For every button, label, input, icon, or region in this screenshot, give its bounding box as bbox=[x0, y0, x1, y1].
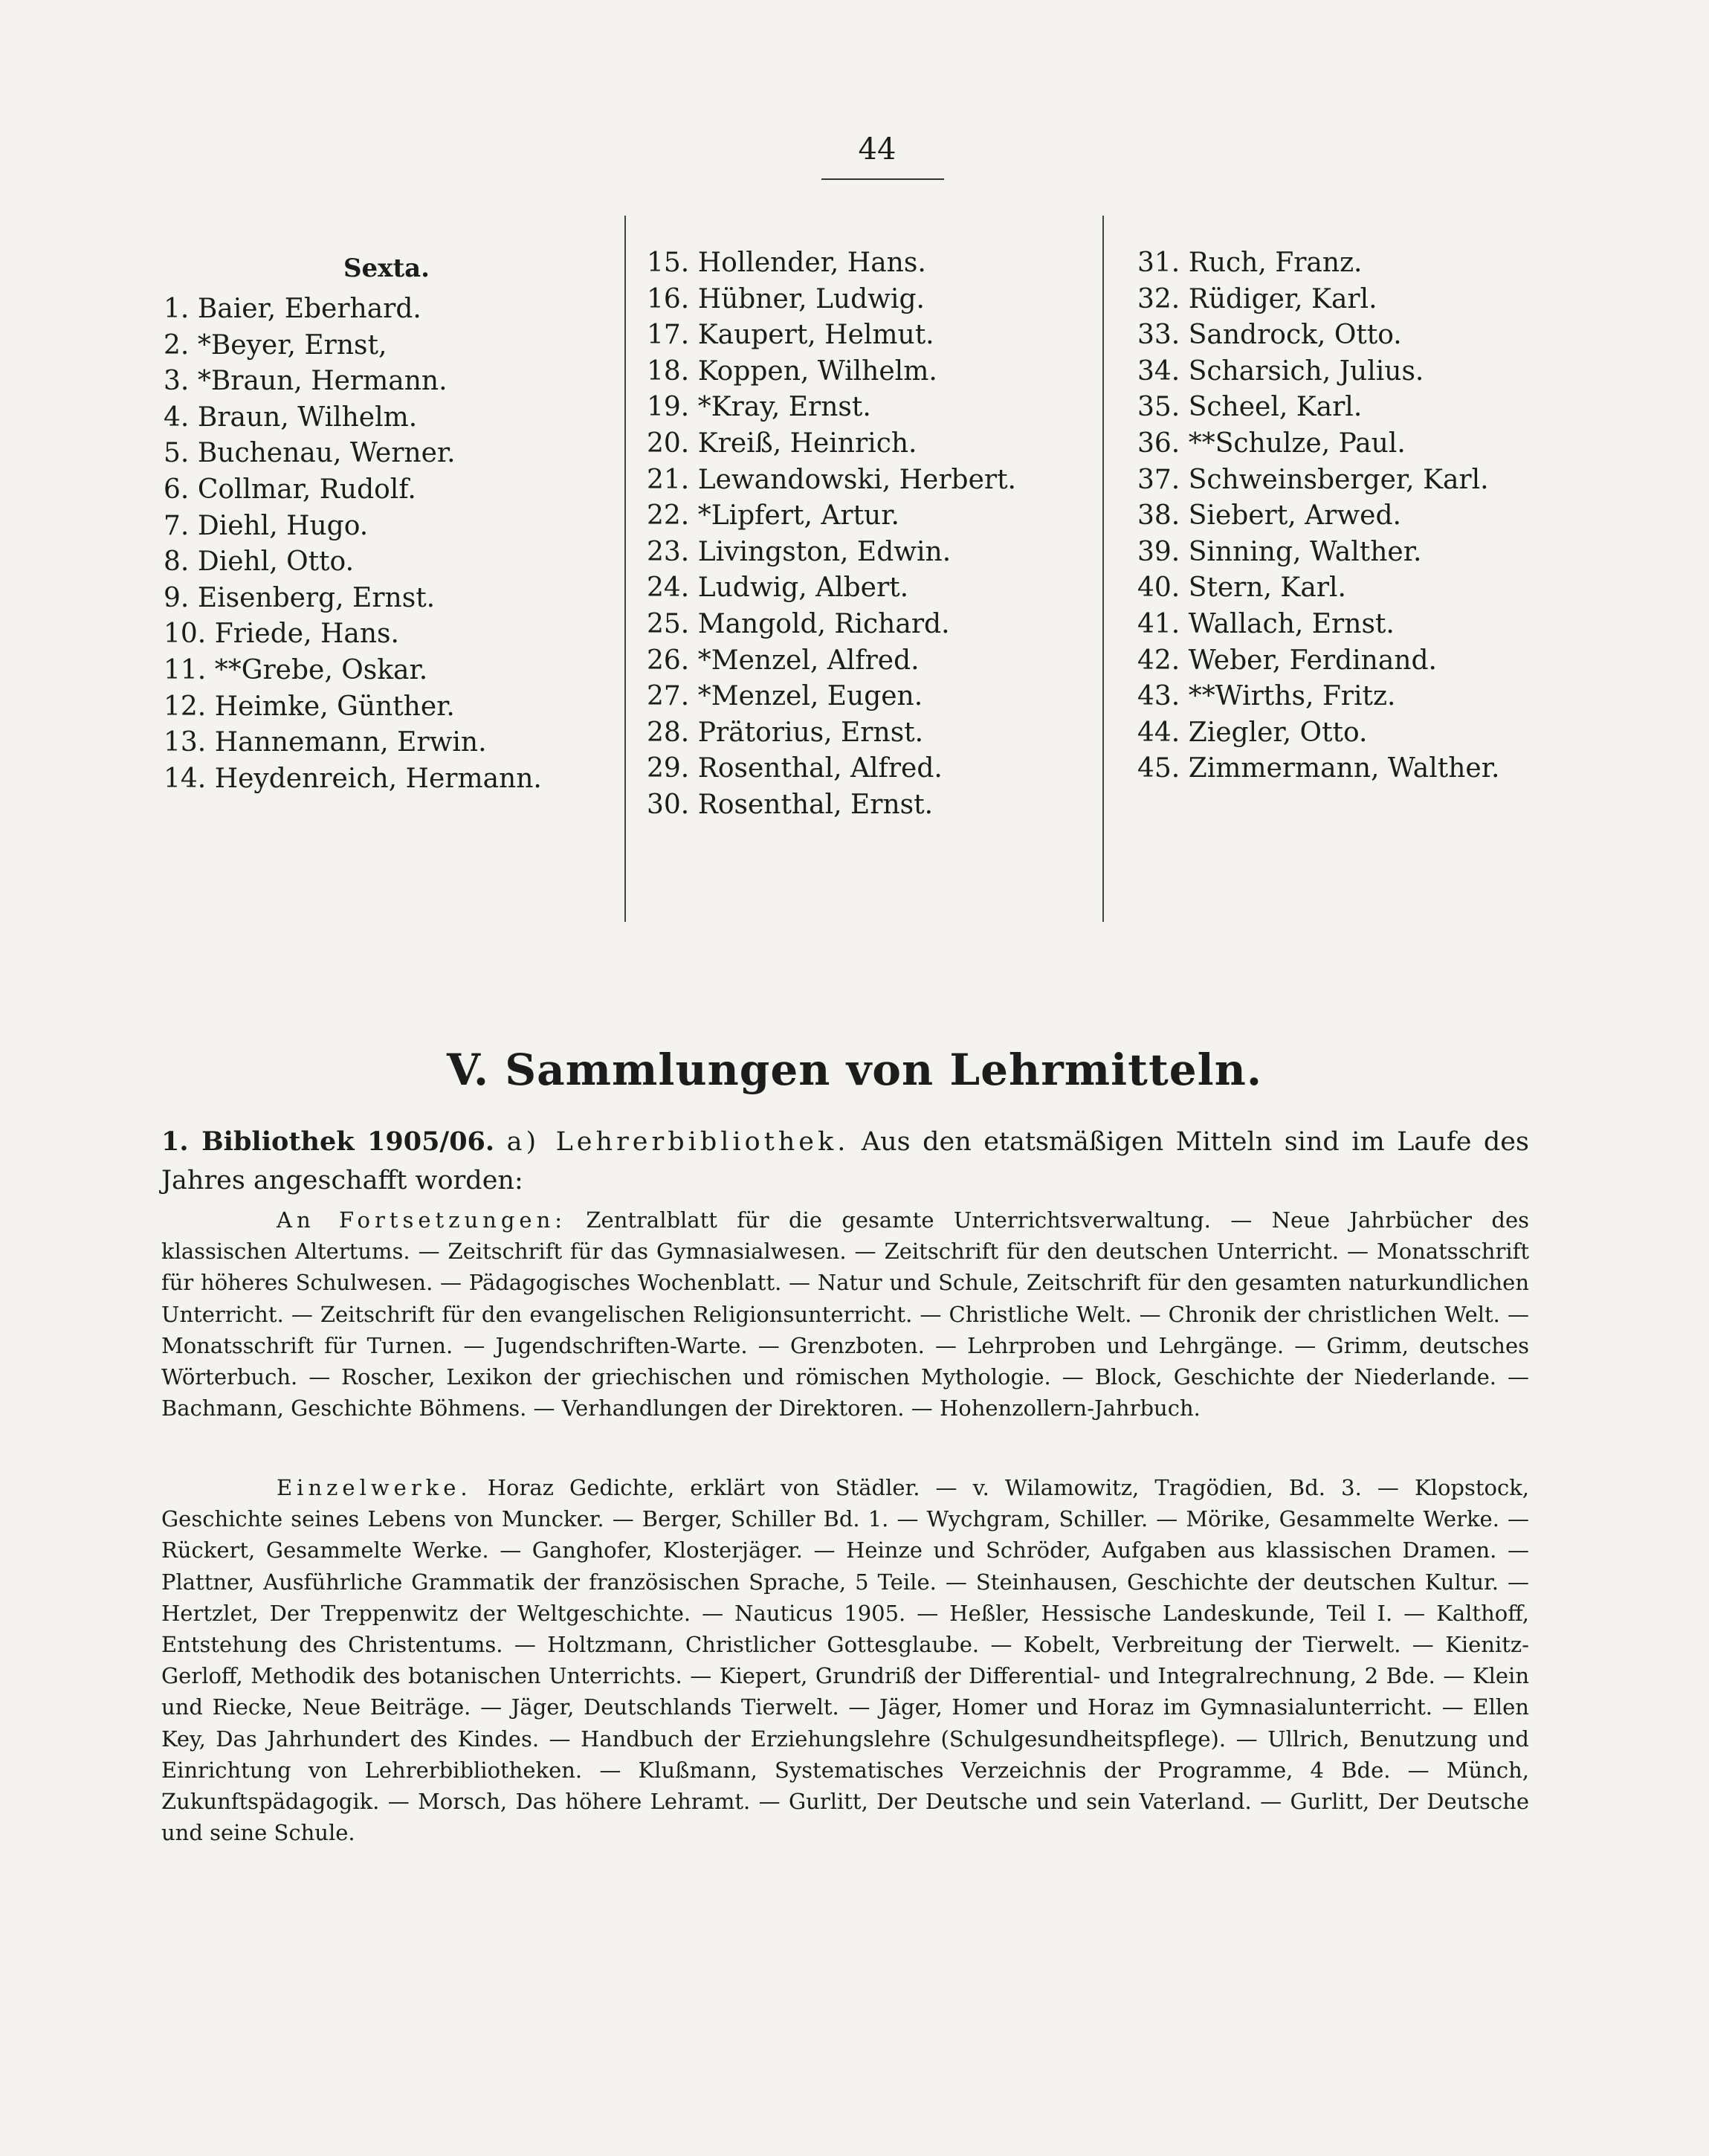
class-list-column-3 bbox=[1137, 216, 1583, 787]
list-item bbox=[1137, 462, 1583, 499]
list-item bbox=[1137, 426, 1583, 462]
class-heading: Sexta. bbox=[343, 254, 430, 283]
subsection-lead: 1. Bibliothek 1905/06. bbox=[161, 1126, 495, 1157]
list-item bbox=[647, 426, 1078, 462]
list-item bbox=[1137, 282, 1583, 318]
subsection-intro bbox=[161, 1123, 1529, 1200]
list-item bbox=[164, 291, 610, 328]
student-name: Eisenberg, Ernst. bbox=[197, 582, 436, 613]
list-item bbox=[1137, 679, 1583, 715]
paragraph-einzelwerke bbox=[161, 1472, 1529, 1848]
student-name: Rosenthal, Ernst. bbox=[697, 789, 934, 820]
list-item bbox=[164, 616, 610, 653]
item-number: 41. bbox=[1137, 608, 1180, 639]
item-number: 7. bbox=[164, 510, 190, 541]
item-number: 12. bbox=[164, 691, 207, 722]
item-number: 26. bbox=[647, 645, 690, 676]
list-item bbox=[164, 509, 610, 545]
student-name: *Braun, Hermann. bbox=[197, 366, 448, 397]
student-name: **Wirths, Fritz. bbox=[1188, 681, 1396, 712]
student-name: Diehl, Otto. bbox=[197, 546, 355, 578]
item-number: 20. bbox=[647, 427, 690, 459]
list-item bbox=[1137, 317, 1583, 354]
student-name: Friede, Hans. bbox=[214, 619, 399, 650]
paragraph-text: Zentralblatt für die gesamte Unterrichtsverwaltung. — Neue Jahrbücher des klassischen Altertums. — Zeitschrift für das Gymnasialwesen. — Zeitschrift für den deutschen Unterricht. — Monatsschrift für höheres Schulwesen. — Pädagogisches Wochenblatt. — Natur und Schule, Zeitschrift für den gesamten naturkundlichen Unterricht. — Zeitschrift für den evangelischen Religionsunterricht. — Christliche Welt. — Chronik der christlichen Welt. — Monatsschrift für Turnen. — Jugendschriften-Warte. — Grenzboten. — Lehrproben und Lehrgänge. — Grimm, deutsches Wörterbuch. — Roscher, Lexikon der griechischen und römischen Mythologie. — Block, Geschichte der Niederlande. — Bachmann, Geschichte Böhmens. — Verhandlungen der Direktoren. — Hohenzollern-Jahrbuch. bbox=[161, 1207, 1530, 1421]
student-name: Lewandowski, Herbert. bbox=[697, 464, 1016, 495]
item-number: 19. bbox=[647, 392, 690, 423]
item-number: 21. bbox=[647, 464, 690, 495]
item-number: 16. bbox=[647, 283, 690, 314]
list-item bbox=[647, 535, 1078, 571]
item-number: 45. bbox=[1137, 753, 1180, 784]
student-name: Ludwig, Albert. bbox=[697, 572, 909, 604]
list-item bbox=[647, 462, 1078, 499]
student-name: *Lipfert, Artur. bbox=[697, 500, 899, 532]
item-number: 22. bbox=[647, 500, 690, 532]
student-name: Baier, Eberhard. bbox=[197, 294, 421, 324]
student-name: Koppen, Wilhelm. bbox=[697, 355, 937, 387]
item-number: 28. bbox=[647, 717, 690, 748]
list-item bbox=[164, 689, 610, 726]
page-number-rule bbox=[821, 178, 944, 180]
list-item bbox=[647, 317, 1078, 354]
item-number: 27. bbox=[647, 681, 690, 712]
list-item bbox=[164, 725, 610, 761]
student-name: Stern, Karl. bbox=[1188, 572, 1346, 604]
list-item bbox=[164, 544, 610, 581]
list-item bbox=[164, 581, 610, 617]
list-item bbox=[164, 364, 610, 400]
student-name: Kaupert, Helmut. bbox=[697, 320, 934, 351]
section-title: V. Sammlungen von Lehrmitteln. bbox=[446, 1045, 1263, 1095]
item-number: 11. bbox=[164, 654, 207, 685]
list-item bbox=[1137, 535, 1583, 571]
student-name: Wallach, Ernst. bbox=[1188, 608, 1395, 639]
list-item bbox=[164, 436, 610, 472]
student-name: Siebert, Arwed. bbox=[1188, 500, 1401, 532]
student-name: Ziegler, Otto. bbox=[1188, 717, 1368, 748]
item-number: 31. bbox=[1137, 248, 1180, 278]
student-name: Hannemann, Erwin. bbox=[214, 727, 487, 758]
student-name: **Grebe, Oskar. bbox=[214, 654, 428, 685]
list-item bbox=[164, 761, 610, 798]
item-number: 24. bbox=[647, 572, 690, 604]
list-item bbox=[647, 498, 1078, 535]
student-name: Hübner, Ludwig. bbox=[697, 283, 925, 314]
item-number: 2. bbox=[164, 329, 190, 361]
student-name: Hollender, Hans. bbox=[697, 248, 926, 278]
student-name: Scharsich, Julius. bbox=[1188, 355, 1424, 387]
item-number: 15. bbox=[647, 248, 690, 278]
list-item bbox=[1137, 390, 1583, 426]
paragraph-label: An Fortsetzungen: bbox=[277, 1207, 567, 1233]
item-number: 18. bbox=[647, 355, 690, 387]
item-number: 13. bbox=[164, 727, 207, 758]
student-name: Diehl, Hugo. bbox=[197, 510, 369, 541]
student-name: *Kray, Ernst. bbox=[697, 392, 871, 423]
paragraph-text: Horaz Gedichte, erklärt von Städler. — v. Wilamowitz, Tragödien, Bd. 3. — Klopstock, Geschichte seines Lebens von Muncker. — Berger, Schiller Bd. 1. — Wychgram, Schiller. — Mörike, Gesammelte Werke. — Rückert, Gesammelte Werke. — Ganghofer, Klosterjäger. — Heinze und Schröder, Aufgaben aus klassischen Dramen. — Plattner, Ausführliche Grammatik der französischen Sprache, 5 Teile. — Steinhausen, Geschichte der deutschen Kultur. — Hertzlet, Der Treppenwitz der Weltgeschichte. — Nauticus 1905. — Heßler, Hessische Landeskunde, Teil I. — Kalthoff, Entstehung des Christentums. — Holtzmann, Christlicher Gottesglaube. — Kobelt, Verbreitung der Tierwelt. — Kienitz-Gerloff, Methodik des botanischen Unterrichts. — Kiepert, Grundriß der Differential- und Integralrechnung, 2 Bde. — Klein und Riecke, Neue Beiträge. — Jäger, Deutschlands Tierwelt. — Jäger, Homer und Horaz im Gymnasialunterricht. — Ellen Key, Das Jahrhundert des Kindes. — Handbuch der Erziehungslehre (Schulgesundheitspflege). — Ullrich, Benutzung und Einrichtung von Lehrerbibliotheken. — Klußmann, Systematisches Verzeichnis der Programme, 4 Bde. — Münch, Zukunftspädagogik. — Morsch, Das höhere Lehramt. — Gurlitt, Der Deutsche und sein Vaterland. — Gurlitt, Der Deutsche und seine Schule. bbox=[161, 1475, 1530, 1846]
list-item bbox=[164, 472, 610, 509]
page-number: 44 bbox=[858, 132, 897, 167]
item-number: 37. bbox=[1137, 464, 1180, 495]
class-list-column-2 bbox=[647, 216, 1078, 824]
item-number: 3. bbox=[164, 366, 190, 397]
item-number: 29. bbox=[647, 753, 690, 784]
item-number: 43. bbox=[1137, 681, 1180, 712]
item-number: 34. bbox=[1137, 355, 1180, 387]
student-name: Buchenau, Werner. bbox=[197, 438, 456, 469]
student-name: Heimke, Günther. bbox=[214, 691, 455, 722]
paragraph-fortsetzungen bbox=[161, 1204, 1529, 1424]
item-number: 5. bbox=[164, 438, 190, 469]
list-item bbox=[1137, 570, 1583, 607]
list-item bbox=[647, 607, 1078, 643]
item-number: 8. bbox=[164, 546, 190, 578]
student-name: *Menzel, Eugen. bbox=[697, 681, 923, 712]
item-number: 6. bbox=[164, 474, 190, 505]
item-number: 23. bbox=[647, 536, 690, 567]
item-number: 25. bbox=[647, 608, 690, 639]
column-divider bbox=[624, 216, 626, 922]
list-item bbox=[647, 245, 1078, 282]
list-item bbox=[164, 400, 610, 436]
student-name: Mangold, Richard. bbox=[697, 608, 950, 639]
student-name: Scheel, Karl. bbox=[1188, 392, 1363, 423]
list-item bbox=[647, 570, 1078, 607]
student-name: Weber, Ferdinand. bbox=[1188, 645, 1437, 676]
student-name: Heydenreich, Hermann. bbox=[214, 763, 542, 794]
subsection-label: a) Lehrerbibliothek. bbox=[506, 1127, 850, 1157]
student-name: *Menzel, Alfred. bbox=[697, 645, 920, 676]
item-number: 44. bbox=[1137, 717, 1180, 748]
student-name: Sinning, Walther. bbox=[1188, 536, 1422, 567]
student-name: Sandrock, Otto. bbox=[1188, 320, 1402, 351]
student-name: Rosenthal, Alfred. bbox=[697, 753, 943, 784]
student-name: Rüdiger, Karl. bbox=[1188, 283, 1377, 314]
student-name: **Schulze, Paul. bbox=[1188, 427, 1406, 459]
item-number: 35. bbox=[1137, 392, 1180, 423]
name-list bbox=[164, 291, 610, 797]
item-number: 14. bbox=[164, 763, 207, 794]
list-item bbox=[1137, 245, 1583, 282]
name-list bbox=[647, 245, 1078, 824]
list-item bbox=[1137, 751, 1583, 787]
item-number: 4. bbox=[164, 401, 190, 433]
list-item bbox=[1137, 498, 1583, 535]
list-item bbox=[647, 751, 1078, 787]
paragraph-label: Einzelwerke. bbox=[277, 1475, 472, 1500]
item-number: 39. bbox=[1137, 536, 1180, 567]
list-item bbox=[647, 787, 1078, 824]
subsection-text: Aus den etatsmäßigen Mitteln sind im Laufe des Jahres angeschafft worden: bbox=[161, 1127, 1529, 1195]
list-item bbox=[1137, 715, 1583, 752]
student-name: Schweinsberger, Karl. bbox=[1188, 464, 1489, 495]
item-number: 40. bbox=[1137, 572, 1180, 604]
list-item bbox=[1137, 354, 1583, 390]
list-item bbox=[164, 653, 610, 689]
item-number: 38. bbox=[1137, 500, 1180, 532]
item-number: 10. bbox=[164, 619, 207, 650]
item-number: 30. bbox=[647, 789, 690, 820]
student-name: Collmar, Rudolf. bbox=[197, 474, 416, 505]
list-item bbox=[647, 282, 1078, 318]
list-item bbox=[164, 328, 610, 364]
class-list-column-1 bbox=[164, 216, 610, 797]
list-item bbox=[647, 643, 1078, 680]
item-number: 1. bbox=[164, 294, 190, 324]
item-number: 32. bbox=[1137, 283, 1180, 314]
list-item bbox=[647, 715, 1078, 752]
column-divider bbox=[1102, 216, 1104, 922]
student-name: Kreiß, Heinrich. bbox=[697, 427, 917, 459]
student-name: Prätorius, Ernst. bbox=[697, 717, 924, 748]
list-item bbox=[647, 354, 1078, 390]
student-name: Ruch, Franz. bbox=[1188, 248, 1363, 278]
student-name: Braun, Wilhelm. bbox=[197, 401, 418, 433]
item-number: 36. bbox=[1137, 427, 1180, 459]
list-item bbox=[647, 390, 1078, 426]
student-name: Zimmermann, Walther. bbox=[1188, 753, 1500, 784]
list-item bbox=[1137, 643, 1583, 680]
list-item bbox=[647, 679, 1078, 715]
list-item bbox=[1137, 607, 1583, 643]
student-name: *Beyer, Ernst, bbox=[197, 329, 387, 361]
item-number: 9. bbox=[164, 582, 190, 613]
student-name: Livingston, Edwin. bbox=[697, 536, 952, 567]
item-number: 33. bbox=[1137, 320, 1180, 351]
name-list bbox=[1137, 245, 1583, 787]
item-number: 42. bbox=[1137, 645, 1180, 676]
item-number: 17. bbox=[647, 320, 690, 351]
